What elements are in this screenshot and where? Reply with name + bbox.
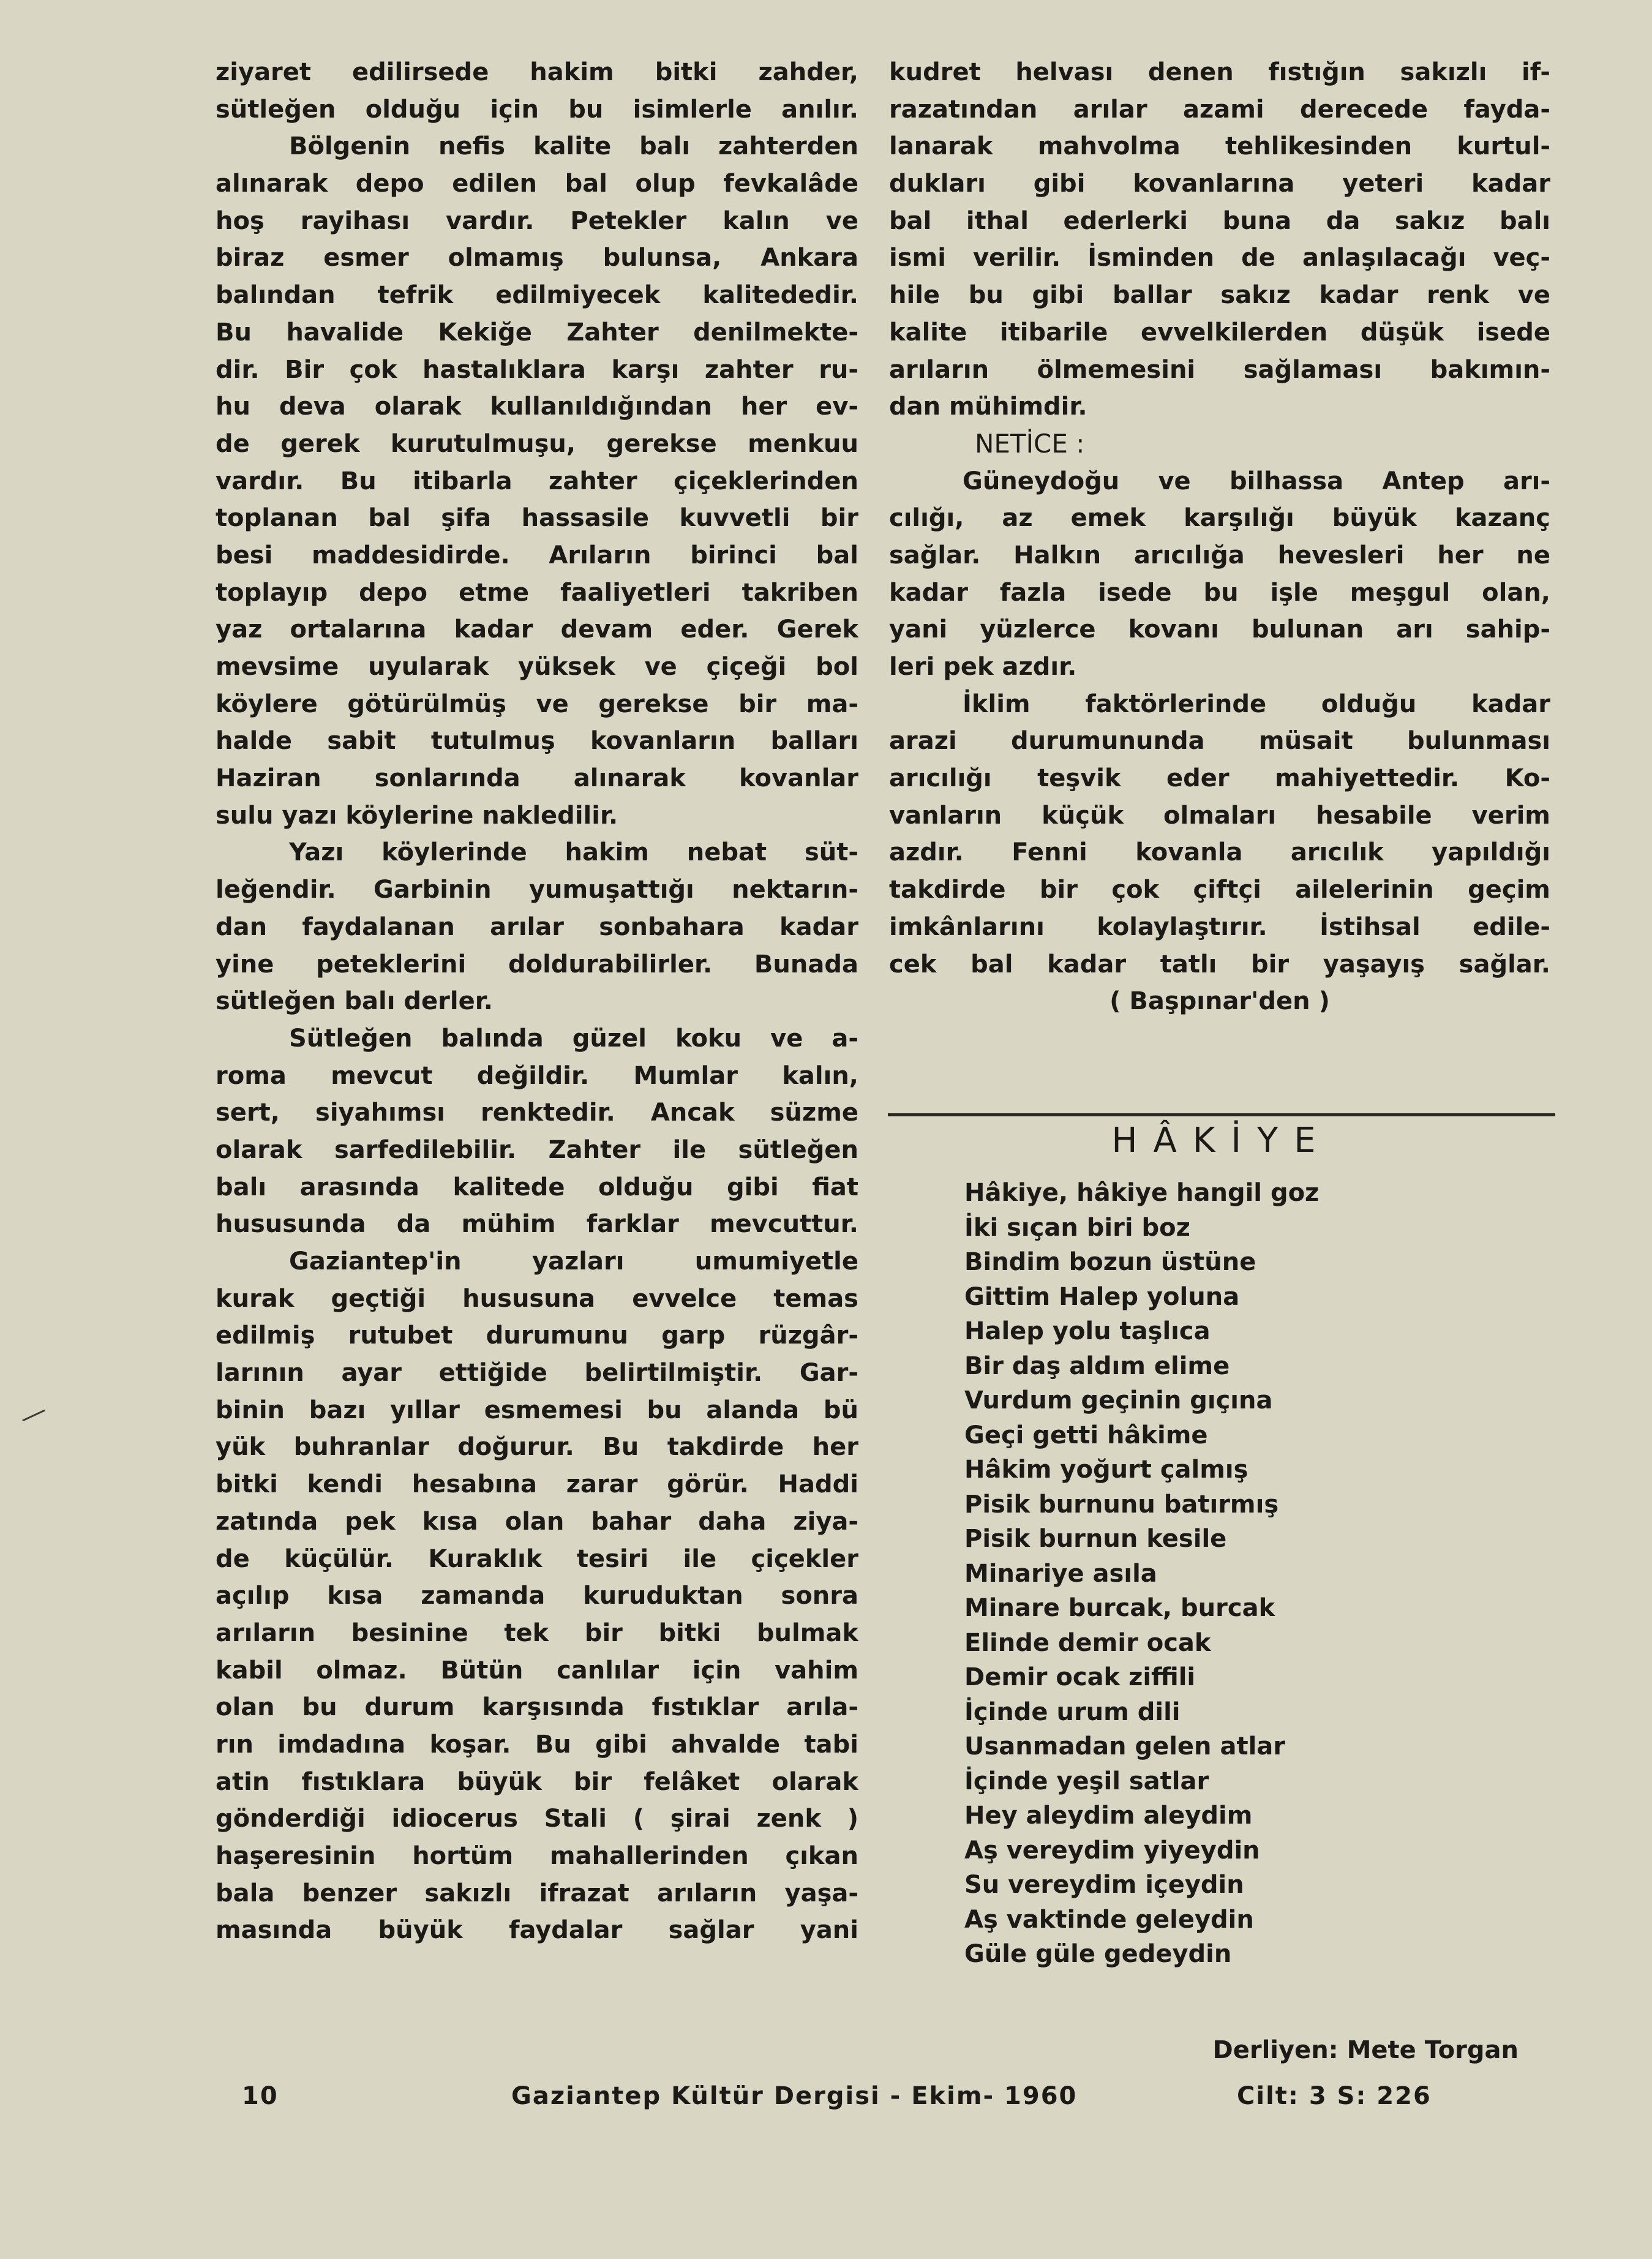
- text-line: larının ayar ettiğide belirtilmiştir. Gar-: [216, 1359, 858, 1388]
- text-line: ziyaret edilirsede hakim bitki zahder,: [216, 58, 858, 86]
- text-line: masında büyük faydalar sağlar yani: [216, 1916, 858, 1945]
- text-line: vanların küçük olmaları hesabile verim: [889, 801, 1550, 830]
- text-line: hoş rayihası vardır. Petekler kalın ve: [216, 206, 858, 235]
- text-line: sert, siyahımsı renktedir. Ancak süzme: [216, 1099, 858, 1127]
- poem-line: Hâkiye, hâkiye hangil goz: [964, 1179, 1320, 1207]
- text-line: toplayıp depo etme faaliyetleri takriben: [216, 578, 858, 607]
- poem-line: Aş vaktinde geleydin: [964, 1905, 1254, 1934]
- text-line: kalite itibarile evvelkilerden düşük isede: [889, 318, 1550, 347]
- text-line: Güneydoğu ve bilhassa Antep arı-: [963, 467, 1550, 495]
- text-line: yani yüzlerce kovanı bulunan arı sahip-: [889, 615, 1550, 644]
- margin-mark: [22, 1410, 45, 1422]
- text-line: lanarak mahvolma tehlikesinden kurtul-: [889, 132, 1550, 161]
- poem-line: Bindim bozun üstüne: [964, 1248, 1256, 1276]
- text-line: binin bazı yıllar esmemesi bu alanda bü: [216, 1396, 858, 1424]
- poem-line: Elinde demir ocak: [964, 1628, 1211, 1657]
- text-line: de küçülür. Kuraklık tesiri ile çiçekler: [216, 1544, 858, 1573]
- text-line: dir. Bir çok hastalıklara karşı zahter ru-: [216, 355, 858, 384]
- poem-line: Hey aleydim aleydim: [964, 1802, 1253, 1830]
- text-line: bitki kendi hesabına zarar görür. Haddi: [216, 1470, 858, 1499]
- text-line: Gaziantep'in yazları umumiyetle: [289, 1247, 858, 1276]
- poem-line: Bir daş aldım elime: [964, 1351, 1230, 1380]
- text-line: sulu yazı köylerine nakledilir.: [216, 801, 618, 830]
- text-line: arıcılığı teşvik eder mahiyettedir. Ko-: [889, 764, 1550, 793]
- poem-line: Güle güle gedeydin: [964, 1940, 1232, 1968]
- text-line: Yazı köylerinde hakim nebat süt-: [289, 838, 858, 867]
- right-column: [889, 54, 1550, 1020]
- poem-compiler: Derliyen: Mete Torgan: [1212, 2036, 1519, 2064]
- poem-line: Minariye asıla: [964, 1559, 1157, 1588]
- text-line: vardır. Bu itibarla zahter çiçeklerinden: [216, 467, 858, 495]
- text-line: Bu havalide Kekiğe Zahter denilmekte-: [216, 318, 858, 347]
- text-line: dan mühimdir.: [889, 393, 1087, 421]
- text-line: yine peteklerini doldurabilirler. Bunada: [216, 950, 858, 979]
- text-line: sağlar. Halkın arıcılığa hevesleri her ne: [889, 541, 1550, 569]
- poem-title: HÂKİYE: [1111, 1121, 1332, 1160]
- text-line: kabil olmaz. Bütün canlılar için vahim: [216, 1656, 858, 1685]
- text-line: cılığı, az emek karşılığı büyük kazanç: [889, 504, 1550, 533]
- poem-line: Demir ocak ziffili: [964, 1663, 1196, 1691]
- text-line: arıların besinine tek bir bitki bulmak: [216, 1618, 858, 1647]
- text-line: NETİCE :: [975, 428, 1085, 459]
- text-line: balı arasında kalitede olduğu gibi fiat: [216, 1173, 858, 1201]
- text-line: hususunda da mühim farklar mevcuttur.: [216, 1210, 858, 1239]
- text-line: bala benzer sakızlı ifrazat arıların yaşa-: [216, 1879, 858, 1908]
- section-divider: [888, 1113, 1555, 1116]
- poem-line: Aş vereydim yiyeydin: [964, 1836, 1260, 1865]
- poem-body: [964, 1176, 1515, 1972]
- poem-line: Usanmadan gelen atlar: [964, 1732, 1286, 1761]
- text-line: Sütleğen balında güzel koku ve a-: [289, 1024, 858, 1053]
- poem-line: Vurdum geçinin gıçına: [964, 1386, 1273, 1415]
- text-line: yaz ortalarına kadar devam eder. Gerek: [216, 615, 858, 644]
- text-line: takdirde bir çok çiftçi ailelerinin geçim: [889, 876, 1550, 904]
- poem-line: İçinde yeşil satlar: [964, 1767, 1209, 1795]
- poem-line: İçinde urum dili: [964, 1697, 1181, 1726]
- text-line: zatında pek kısa olan bahar daha ziya-: [216, 1507, 858, 1536]
- text-line: Haziran sonlarında alınarak kovanlar: [216, 764, 858, 793]
- poem-line: İki sıçan biri boz: [964, 1213, 1190, 1242]
- poem-line: Su vereydim içeydin: [964, 1871, 1244, 1899]
- text-line: sütleğen balı derler.: [216, 987, 493, 1016]
- text-line: edilmiş rutubet durumunu garp rüzgâr-: [216, 1321, 858, 1350]
- text-line: arıların ölmemesini sağlaması bakımın-: [889, 355, 1550, 384]
- volume-info: Cilt: 3 S: 226: [1237, 2082, 1432, 2110]
- text-line: olarak sarfedilebilir. Zahter ile sütleğen: [216, 1135, 858, 1164]
- page-number: 10: [242, 2082, 279, 2110]
- text-line: arazi durumununda müsait bulunması: [889, 727, 1550, 756]
- text-line: dukları gibi kovanlarına yeteri kadar: [889, 170, 1550, 198]
- text-line: İklim faktörlerinde olduğu kadar: [963, 690, 1550, 718]
- poem-line: Hâkim yoğurt çalmış: [964, 1456, 1248, 1484]
- text-line: de gerek kurutulmuşu, gerekse menkuu: [216, 429, 858, 458]
- text-line: açılıp kısa zamanda kuruduktan sonra: [216, 1582, 858, 1611]
- text-line: leri pek azdır.: [889, 653, 1077, 681]
- poem-line: Geçi getti hâkime: [964, 1421, 1208, 1449]
- text-line: köylere götürülmüş ve gerekse bir ma-: [216, 690, 858, 718]
- text-line: Bölgenin nefis kalite balı zahterden: [289, 132, 858, 161]
- text-line: hu deva olarak kullanıldığından her ev-: [216, 393, 858, 421]
- text-line: atin fıstıklara büyük bir felâket olarak: [216, 1767, 858, 1796]
- text-line: besi maddesidirde. Arıların birinci bal: [216, 541, 858, 569]
- text-line: mevsime uyularak yüksek ve çiçeği bol: [216, 653, 858, 681]
- text-line: kurak geçtiği hususuna evvelce temas: [216, 1284, 858, 1313]
- text-line: biraz esmer olmamış bulunsa, Ankara: [216, 244, 858, 273]
- poem-line: Pisik burnun kesile: [964, 1525, 1227, 1553]
- text-line: kadar fazla isede bu işle meşgul olan,: [889, 578, 1550, 607]
- text-line: yük buhranlar doğurur. Bu takdirde her: [216, 1433, 858, 1462]
- text-line: razatından arılar azami derecede fayda-: [889, 95, 1550, 124]
- text-line: alınarak depo edilen bal olup fevkalâde: [216, 170, 858, 198]
- text-line: ismi verilir. İsminden de anlaşılacağı veç-: [889, 244, 1550, 273]
- text-line: rın imdadına koşar. Bu gibi ahvalde tabi: [216, 1730, 858, 1759]
- text-line: leğendir. Garbinin yumuşattığı nektarın-: [216, 876, 858, 904]
- text-line: azdır. Fenni kovanla arıcılık yapıldığı: [889, 838, 1550, 867]
- left-column: [216, 54, 858, 1949]
- text-line: balından tefrik edilmiyecek kalitededir.: [216, 281, 858, 310]
- text-line: toplanan bal şifa hassasile kuvvetli bir: [216, 504, 858, 533]
- text-line: sütleğen olduğu için bu isimlerle anılır.: [216, 95, 858, 124]
- text-line: gönderdiği idiocerus Stali ( şirai zenk ): [216, 1805, 858, 1833]
- text-line: ( Başpınar'den ): [1109, 987, 1330, 1016]
- text-line: imkânlarını kolaylaştırır. İstihsal edile-: [889, 912, 1550, 941]
- poem-line: Halep yolu taşlıca: [964, 1317, 1211, 1345]
- text-line: hile bu gibi ballar sakız kadar renk ve: [889, 281, 1550, 310]
- text-line: kudret helvası denen fıstığın sakızlı if-: [889, 58, 1550, 86]
- poem-line: Minare burcak, burcak: [964, 1594, 1275, 1622]
- text-line: dan faydalanan arılar sonbahara kadar: [216, 912, 858, 941]
- text-line: cek bal kadar tatlı bir yaşayış sağlar.: [889, 950, 1550, 979]
- journal-info: Gaziantep Kültür Dergisi - Ekim- 1960: [511, 2082, 1078, 2110]
- poem-line: Pisik burnunu batırmış: [964, 1490, 1279, 1519]
- text-line: roma mevcut değildir. Mumlar kalın,: [216, 1061, 858, 1090]
- text-line: halde sabit tutulmuş kovanların balları: [216, 727, 858, 756]
- text-line: olan bu durum karşısında fıstıklar arıla-: [216, 1693, 858, 1722]
- text-line: bal ithal ederlerki buna da sakız balı: [889, 206, 1550, 235]
- text-line: haşeresinin hortüm mahallerinden çıkan: [216, 1842, 858, 1870]
- poem-line: Gittim Halep yoluna: [964, 1282, 1240, 1311]
